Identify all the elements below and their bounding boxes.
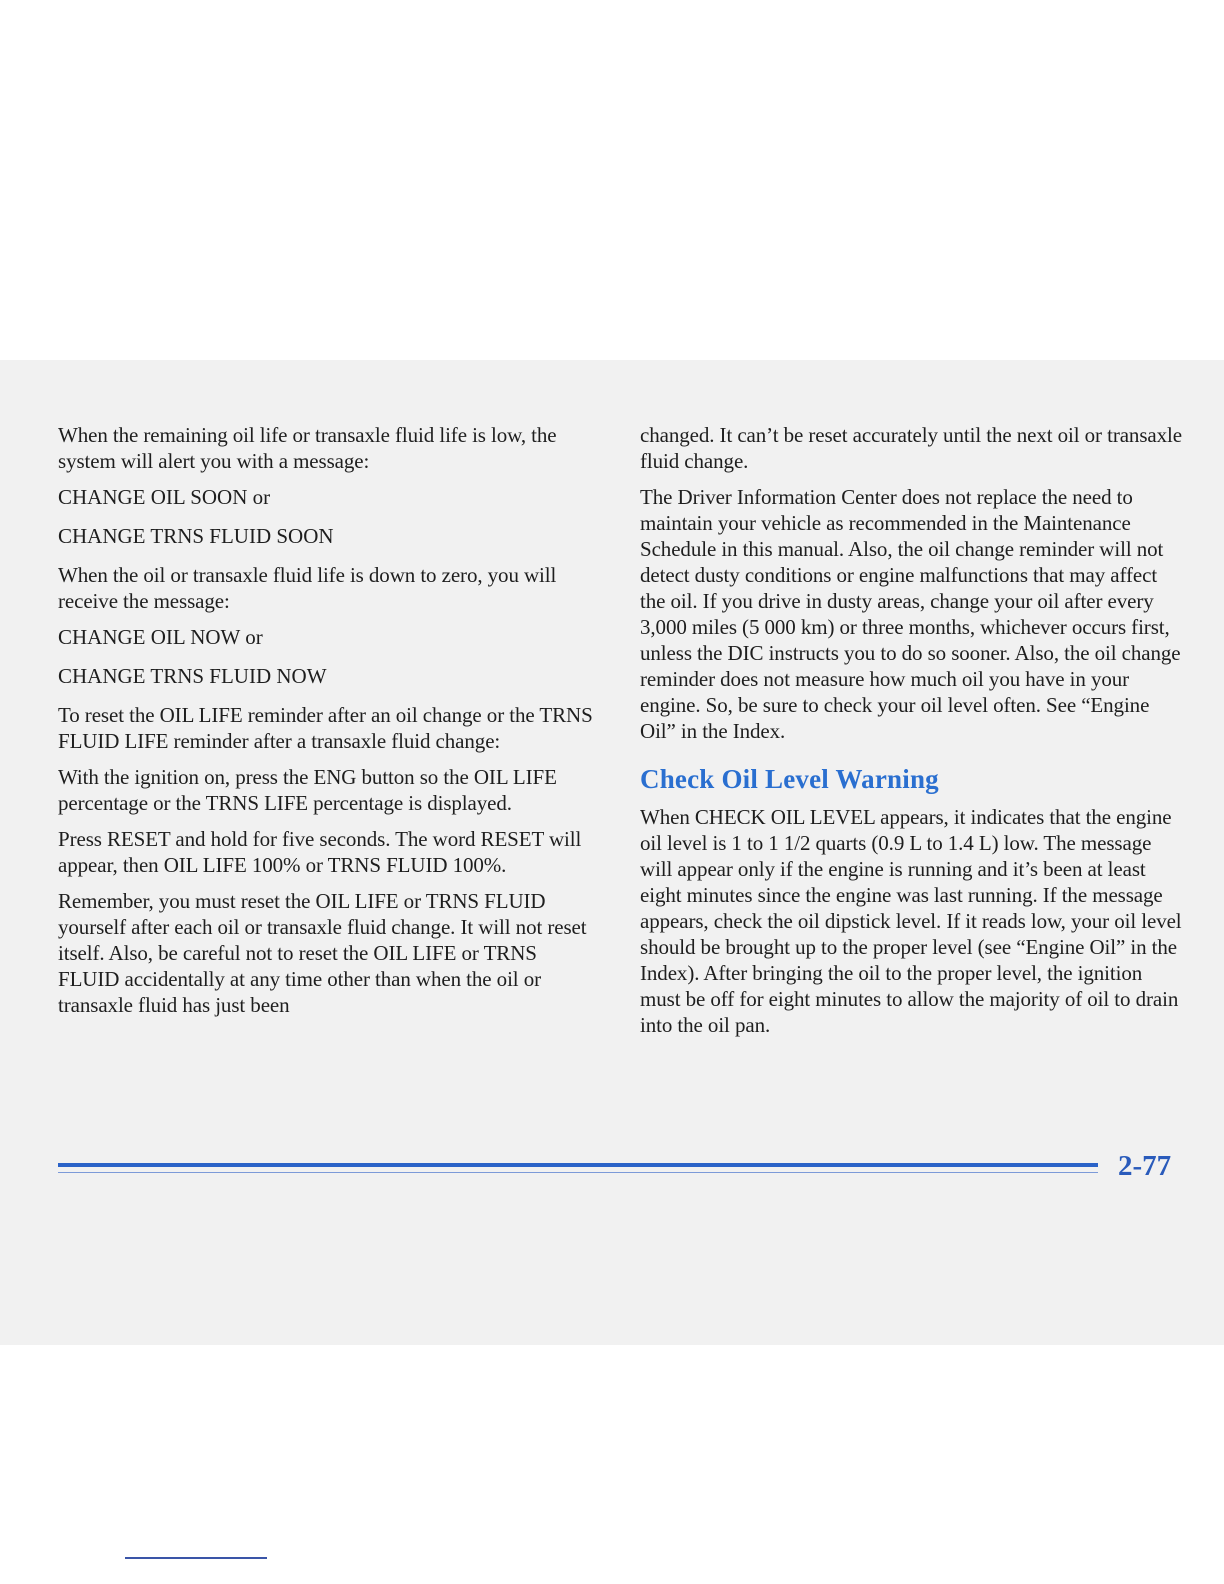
paragraph-press-eng: With the ignition on, press the ENG button so the OIL LIFE percentage or the TRNS LIFE percentage is displayed. (58, 765, 557, 815)
message-change-oil-now: CHANGE OIL NOW or (58, 625, 263, 649)
message-change-oil-soon: CHANGE OIL SOON or (58, 485, 271, 509)
paragraph-press-reset: Press RESET and hold for five seconds. The word RESET will appear, then OIL LIFE 100% or TRNS FLUID 100%. (58, 827, 582, 877)
message-change-trns-fluid-soon: CHANGE TRNS FLUID SOON (58, 524, 334, 548)
bottom-edge-mark (125, 1557, 267, 1559)
section-heading-check-oil-level: Check Oil Level Warning (640, 764, 939, 794)
paragraph-remember-reset: Remember, you must reset the OIL LIFE or TRNS FLUID yourself after each oil or transaxle fluid change. It will not reset itself. Also, be careful not to reset the OIL LIFE or TRNS FLUID accidentally at any time other than when the oil or transaxle fluid has just been (58, 889, 587, 1017)
paragraph-check-oil-level: When CHECK OIL LEVEL appears, it indicates that the engine oil level is 1 to 1 1/2 quarts (0.9 L to 1.4 L) low. The message will appear only if the engine is running and it’s been at least eight minutes since the engine was last running. If the message appears, check the oil dipstick level. If it reads low, your oil level should be brought up to the proper level (see “Engine Oil” in the Index). After bringing the oil to the proper level, the ignition must be off for eight minutes to allow the majority of oil to drain into the oil pan. (640, 805, 1182, 1037)
paragraph-reset-intro: To reset the OIL LIFE reminder after an oil change or the TRNS FLUID LIFE reminder after a transaxle fluid change: (58, 703, 593, 753)
paragraph-zero-life: When the oil or transaxle fluid life is down to zero, you will receive the message: (58, 563, 557, 613)
paragraph-low-life-alert: When the remaining oil life or transaxle fluid life is low, the system will alert you with a message: (58, 423, 557, 473)
footer-rule-thin (58, 1172, 1098, 1173)
right-column (640, 422, 1185, 1048)
message-change-trns-fluid-now: CHANGE TRNS FLUID NOW (58, 664, 327, 688)
page-number: 2-77 (1118, 1150, 1172, 1182)
paragraph-changed-continued: changed. It can’t be reset accurately until the next oil or transaxle fluid change. (640, 423, 1182, 473)
left-column (58, 422, 598, 1028)
paragraph-dic-maintenance: The Driver Information Center does not replace the need to maintain your vehicle as recommended in the Maintenance Schedule in this manual. Also, the oil change reminder will not detect dusty conditions or engine malfunctions that may affect the oil. If you drive in dusty areas, change your oil after every 3,000 miles (5 000 km) or three months, whichever occurs first, unless the DIC instructs you to do so sooner. Also, the oil change reminder does not measure how much oil you have in your engine. So, be sure to check your oil level often. See “Engine Oil” in the Index. (640, 485, 1181, 743)
footer-rule (58, 1163, 1098, 1167)
